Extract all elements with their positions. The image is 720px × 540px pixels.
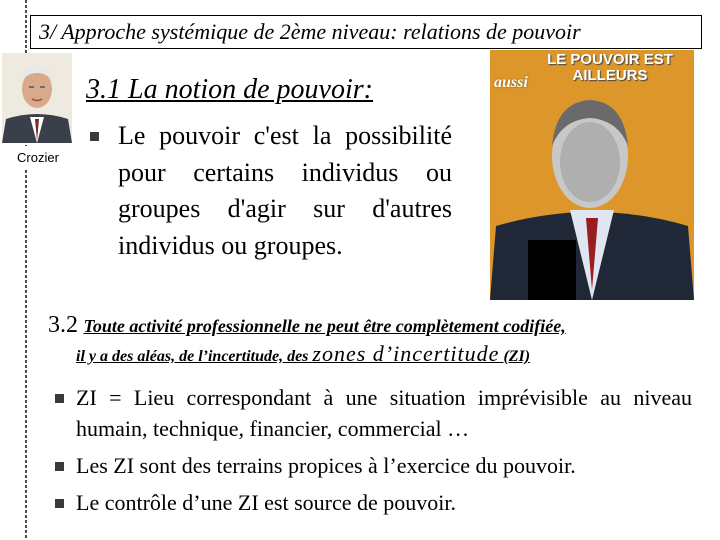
poster-headline: LE POUVOIR EST AILLEURS xyxy=(547,51,673,84)
portrait-caption: Crozier xyxy=(0,146,76,170)
bullet-square-icon xyxy=(55,394,64,403)
section2-heading-start: il y a des aléas, de l’incertitude, des xyxy=(76,348,309,365)
bullet-square-icon xyxy=(55,499,64,508)
section-heading-pouvoir: 3.1 La notion de pouvoir: xyxy=(86,74,373,105)
bullet-square-icon xyxy=(90,132,99,141)
section2-number: 3.2 xyxy=(48,312,78,338)
section2-heading-end: (ZI) xyxy=(503,348,531,365)
list-item xyxy=(52,382,692,444)
section2-heading-line1 xyxy=(48,312,708,339)
definition-bullet xyxy=(90,118,452,264)
definition-text: Le pouvoir c'est la possibilité pour certains individus ou groupes d'agir sur d'autres individus ou groupes. xyxy=(118,121,452,260)
list-item xyxy=(52,487,692,518)
redaction-block xyxy=(528,240,576,300)
poster-aussi-label: aussi xyxy=(494,74,528,91)
bullet-list xyxy=(52,382,692,524)
list-item xyxy=(52,450,692,481)
person-portrait-icon xyxy=(2,53,72,143)
list-item-text: ZI = Lieu correspondant à une situation imprévisible au niveau humain, technique, financier, commercial … xyxy=(76,385,692,441)
section2-heading-text: Toute activité professionnelle ne peut être complètement codifiée, xyxy=(83,316,566,336)
section-zones-incertitude xyxy=(48,312,708,367)
portrait-photo xyxy=(2,53,72,143)
bullet-square-icon xyxy=(55,462,64,471)
slide-title: 3/ Approche systémique de 2ème niveau: relations de pouvoir xyxy=(30,15,702,49)
section2-heading-emphasis: zones d’incertitude xyxy=(312,341,500,366)
list-item-text: Les ZI sont des terrains propices à l’exercice du pouvoir. xyxy=(76,453,576,478)
list-item-text: Le contrôle d’une ZI est source de pouvoir. xyxy=(76,490,456,515)
section2-heading-line2 xyxy=(76,341,708,367)
